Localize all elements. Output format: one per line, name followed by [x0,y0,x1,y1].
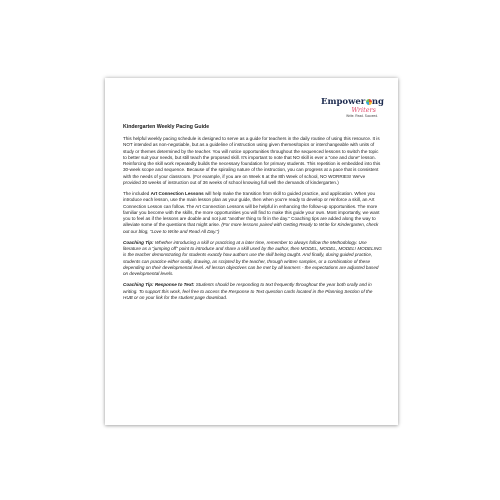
coaching-tip-response-text: Students should be responding to text frequently throughout the year both orally and in writing. To support this work, feel free to access the Response to Text question cards located in the Planning Section of the HUB or on your link for the student page download. [123,282,373,300]
coaching-tip-text: Whether introducing a skill or practicing at a later time, remember to always follow the Methodology. Use literature as a "jumping off" point to introduce and share a skill used by the author, then MODEL, MODEL, MODEL! MODELING is the teacher demonstrating for students exactly how authors use the skill being taught. And finally, during guided practice, students can practice either orally, drawing, as scripted by the teacher, through written samples, or a combination of these depending on their developmental level. All lesson objectives can be met by all learners - the expectations are adjusted based on developmental levels. [123,239,382,276]
logo-name-start: Empower [320,97,366,107]
document-title: Kindergarten Weekly Pacing Guide [123,124,210,130]
coaching-tip-label: Coaching Tip: [123,239,154,245]
coaching-tip-methodology [123,240,382,278]
art-connection-post: will help make the transition from skill to guided practice, and application. When you introduce each lesson, use the main lesson plan as your guide, then when you're ready to develop or reinforce a skill, an Art Connection Lesson can follow. The Art Connection Lessons will be helpful in enhancing the follow-up opportunities. The more familiar you become with the skills, the more opportunities you will find to make this guide your own. Most importantly, we want you to feel as if the lessons are doable and not just "another thing to fit in the day." Coaching tips are added along the way to alleviate some of the questions that might arise. [123,191,380,228]
logo-color-wheel-icon [366,99,372,105]
logo-name-end: ng [371,97,384,107]
logo-tagline: Write. Read. Succeed. [346,114,378,118]
document-page [105,78,398,425]
coaching-tip-response-label: Coaching Tip: Response to Text: [123,282,195,288]
intro-paragraph: This helpful weekly pacing schedule is designed to serve as a guide for teachers in the daily routine of using this resource. It is NOT intended as non-negotiable, but as a guideline of instruction using given themes/topics or interchangeable with units of study or themes determined by the teacher. You will notice opportunities throughout the sequenced lessons to switch the topic to better suit your needs, but still teach the proposed skill. It's important to note that NO skill is ever a "one and done" lesson. Reinforcing the skill work repeatedly builds the necessary foundation for primary students. This repetition is embedded into this 30-week scope and sequence. Because of the spiraling nature of the instruction, you can progress at a pace that is consistent with the needs of your classroom. (For example, if you are on Week 6 at the 8th Week of school, NO WORRIES! We've provided 30 weeks of instruction out of 36 weeks of school knowing full well the demands of kindergarten.) [123,136,381,185]
empowering-writers-logo [310,98,384,118]
art-connection-pre: The included [123,191,151,196]
coaching-tip-response-to-text [123,282,382,301]
art-connection-italic: (For more lessons paired with Getting Ready to Write for Kindergarten, check out our blog, "Love to Write and Read All Day.") [123,222,379,234]
art-connection-bold: Art Connection Lessons [150,191,204,196]
art-connection-paragraph [123,191,382,235]
logo-subline: Writers [351,106,376,114]
